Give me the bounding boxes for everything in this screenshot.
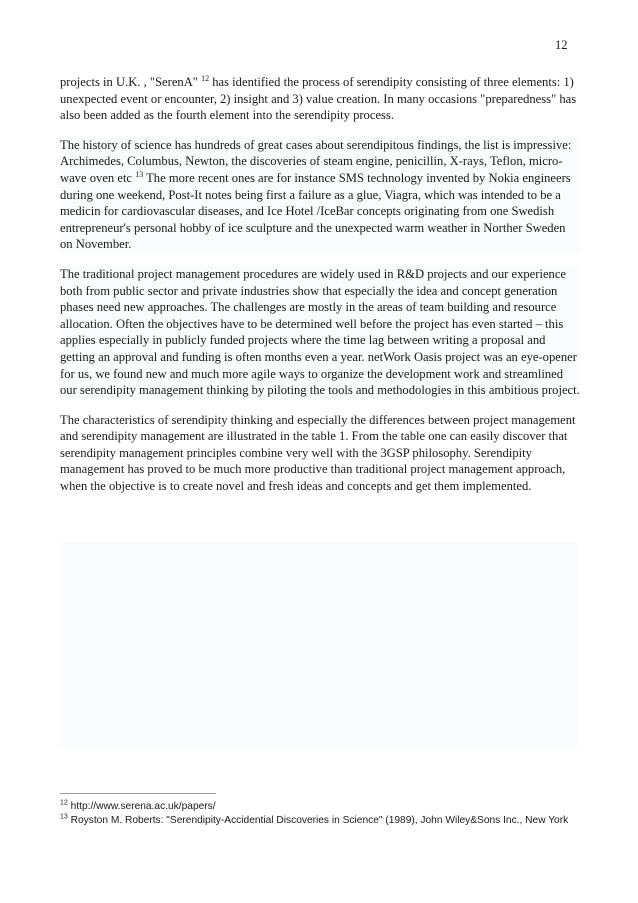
paragraph-project-management: The traditional project management procedures are widely used in R&D projects and our experience both from public sector and private industries show that especially the idea and concept generation phases need new approaches. The challenges are mostly in the areas of team building and resource allocation. Often the objectives have to be determined well before the project has even started – this applies especially in publicly funded projects where the time lag between writing a proposal and getting an approval and funding is often months even a year. netWork Oasis project was an eye-opener for us, we found new and much more agile ways to organize the development work and streamlined our serendipity management thinking by piloting the tools and methodologies in this ambitious project.	[60, 266, 580, 398]
paragraph-text: The history of science has hundreds of great cases about serendipitous findings, the list is impressive: Archimedes, Columbus, Newton, the discoveries of steam engine, penicillin, X-rays, Teflon, micro-wave oven etc	[60, 137, 572, 185]
footnotes	[60, 800, 590, 827]
footnote-text: Royston M. Roberts: "Serendipity-Accidential Discoveries in Science" (1989), John Wiley&Sons Inc., New York	[67, 814, 569, 826]
footnote-ref-12[interactable]: 12	[201, 73, 210, 83]
footnote-12	[60, 800, 590, 814]
footnote-separator	[60, 793, 216, 794]
body-text	[60, 74, 580, 508]
footnote-number: 12	[60, 799, 68, 807]
paragraph-text: The more recent ones are for instance SMS technology invented by Nokia engineers during one weekend, Post-It notes being first a failure as a glue, Viagra, which was intended to be a medicin for cardiovascular diseases, and Ice Hotel /IceBar concepts originating from one Swedish entrepreneur's personal hobby of ice sculpture and the unexpected warm weather in Norther Sweden on November.	[60, 170, 571, 252]
paragraph-characteristics: The characteristics of serendipity thinking and especially the differences between project management and serendipity management are illustrated in the table 1. From the table one can easily discover that serendipity management principles combine very well with the 3GSP philosophy. Serendipity management has proved to be much more productive than traditional project management approach, when the objective is to create novel and fresh ideas and concepts and get them implemented.	[60, 412, 576, 494]
page-number: 12	[555, 38, 568, 52]
paragraph-history	[60, 137, 580, 253]
footnote-ref-13[interactable]: 13	[135, 169, 144, 179]
footnote-number: 13	[60, 813, 68, 821]
paragraph-serena	[60, 74, 580, 124]
footnote-13	[60, 814, 590, 828]
paragraph-text: has identified the process of serendipity consisting of three elements: 1) unexpected event or encounter, 2) insight and 3) value creation. In many occasions "preparedness" has also been added as the fourth element into the serendipity process.	[60, 75, 577, 123]
table-placeholder	[60, 542, 578, 748]
footnote-link[interactable]: http://www.serena.ac.uk/papers/	[67, 801, 216, 812]
paragraph-text: projects in U.K. , "SerenA"	[60, 75, 202, 89]
